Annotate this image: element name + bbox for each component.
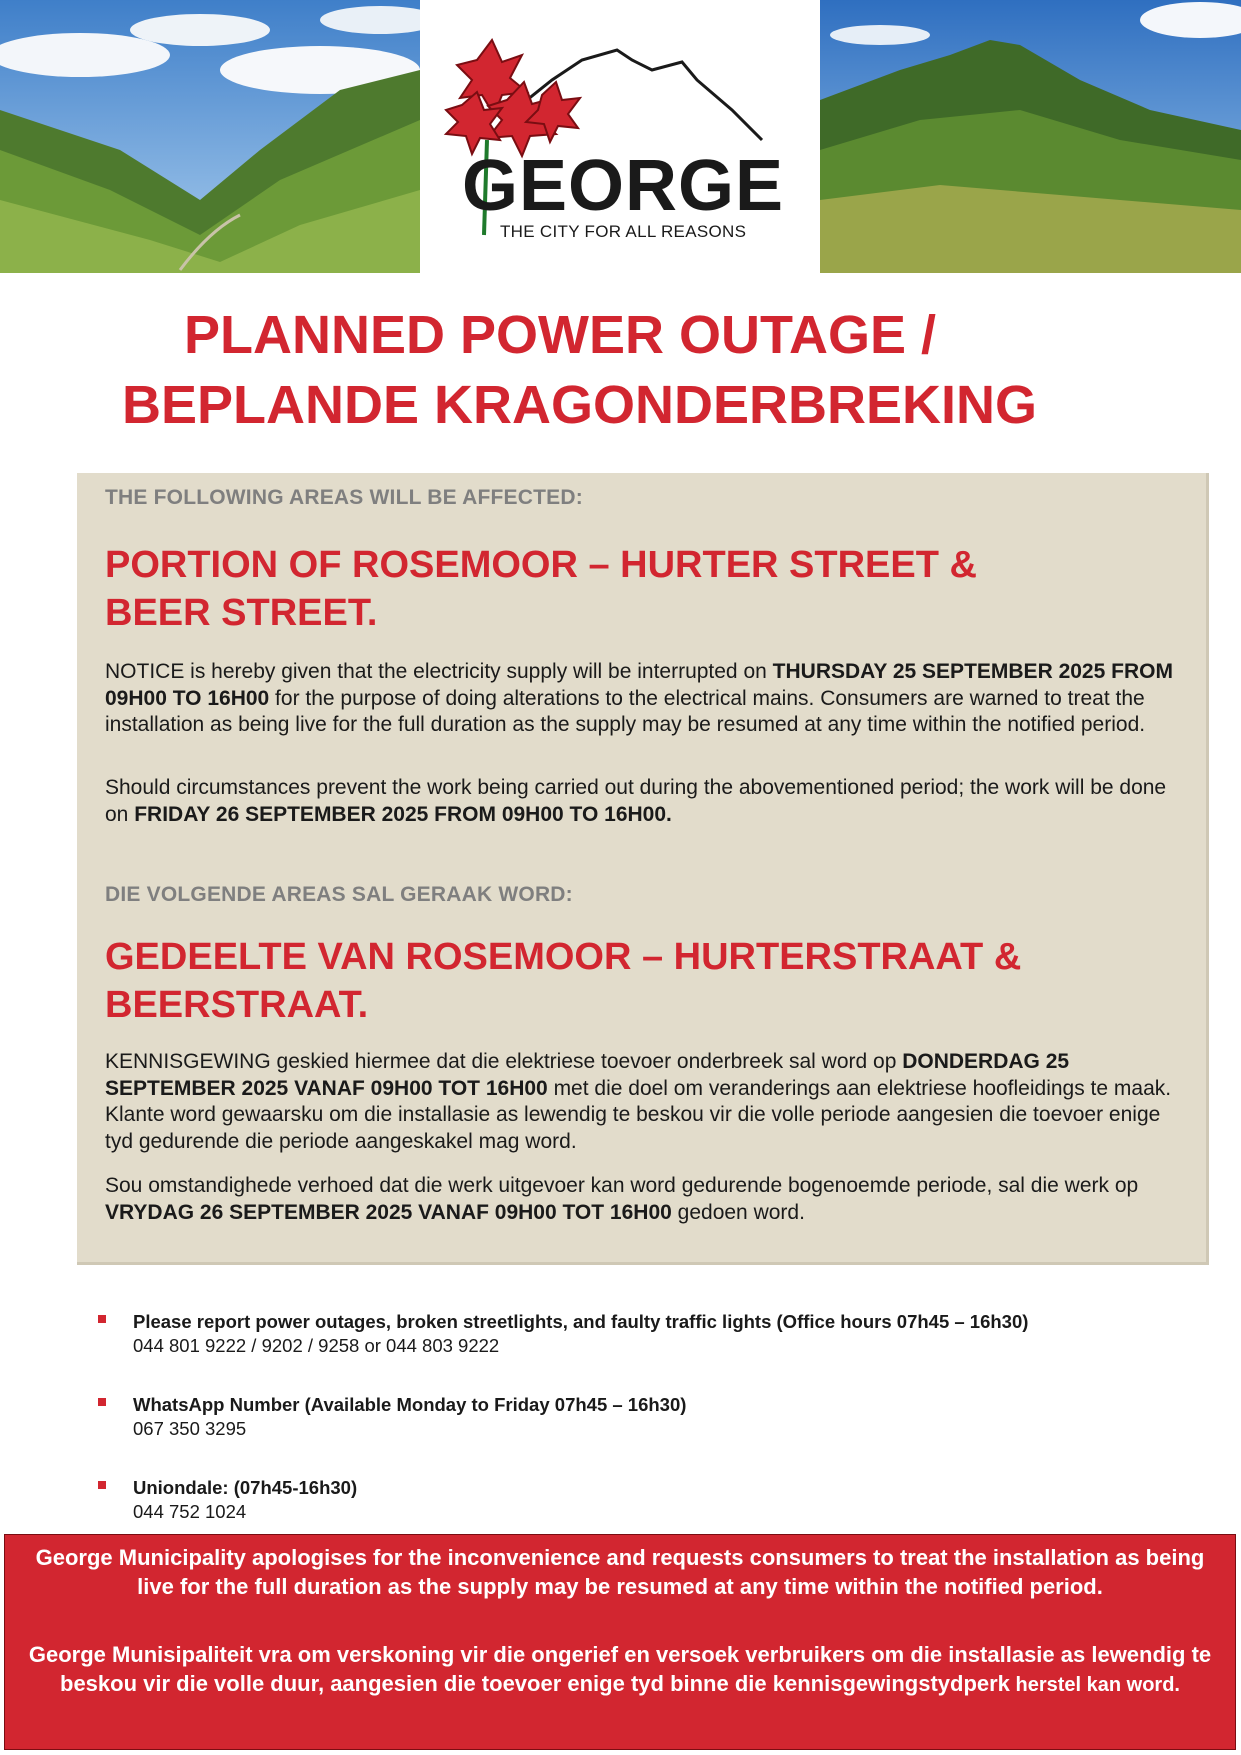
notice-date: THURSDAY 25 SEPTEMBER 2025 FROM 09H00 TO 16H00 [105,660,1173,710]
apology-afrikaans [25,1640,1215,1700]
notice-box [77,473,1209,1265]
contact-item-whatsapp [98,1393,1198,1441]
alt-date-afrikaans: VRYDAG 26 SEPTEMBER 2025 VANAF 09H00 TOT 16H00 [105,1200,672,1224]
contact-number: 044 752 1024 [133,1501,247,1522]
bullet-icon [98,1481,106,1489]
contact-number: 044 801 9222 / 9202 / 9258 or 044 803 9222 [133,1335,500,1356]
notice-text-afrikaans: KENNISGEWING geskied hiermee dat die elektriese toevoer onderbreek sal word op [105,1050,903,1073]
contact-heading: Uniondale: (07h45-16h30) [133,1477,358,1498]
area-line-2-afrikaans: BEERSTRAAT. [105,984,369,1026]
notice-paragraph-english [105,659,1185,739]
bullet-icon [98,1398,106,1406]
alt-date: FRIDAY 26 SEPTEMBER 2025 FROM 09H00 TO 16H00. [134,802,672,826]
contact-item-uniondale [98,1476,1198,1524]
bullet-icon [98,1315,106,1323]
notice-text: NOTICE is hereby given that the electricity supply will be interrupted on [105,660,773,683]
page-title [0,300,1241,440]
flower-icon [446,40,580,156]
contact-item-outages [98,1310,1198,1358]
area-line-1: PORTION OF ROSEMOOR – HURTER STREET & [105,544,977,586]
contact-number: 067 350 3295 [133,1418,247,1439]
mountain-peak-photo [820,0,1241,273]
apology-afrikaans-text: George Munisipaliteit vra om verskoning vir die ongerief en versoek verbruikers om die installasie as lewendig te beskou vir die volle duur, aangesien die toevoer enige tyd binne die kennisgewingstydperk [28,1642,1212,1696]
notice-text-cont-afrikaans: met die doel om veranderings aan elektriese hoofleidings te maak. Klante word gewaarsku om die installasie as lewendig te beskou vir die volle periode aangesien die toevoer enige tyd gedurende die periode aangeskakel mag word. [105,1076,1172,1153]
notice-date-afrikaans: DONDERDAG 25 SEPTEMBER 2025 VANAF 09H00 TOT 16H00 [105,1050,1070,1100]
apology-afrikaans-end: herstel kan word. [1009,1674,1180,1696]
title-line-afrikaans: BEPLANDE KRAGONDERBREKING [122,375,1038,435]
notice-paragraph-afrikaans [105,1049,1185,1155]
alt-text-afrikaans: Sou omstandighede verhoed dat die werk uitgevoer kan word gedurende bogenoemde periode, sal die werk op [105,1174,1139,1197]
alternate-date-paragraph-english [105,775,1185,828]
affected-area-afrikaans [105,933,1165,1029]
contact-heading: Please report power outages, broken streetlights, and faulty traffic lights (Office hours 07h45 – 16h30) [133,1311,1029,1332]
alt-text: Should circumstances prevent the work being carried out during the abovementioned period; the work will be done on [105,776,1167,826]
george-logo [432,0,808,273]
logo-wordmark: GEORGE [462,146,785,226]
mountain-valley-photo [0,0,420,273]
notice-text-cont: for the purpose of doing alterations to the electrical mains. Consumers are warned to treat the installation as being live for the full duration as the supply may be resumed at any time within the notified period. [105,686,1146,736]
contact-heading: WhatsApp Number (Available Monday to Friday 07h45 – 16h30) [133,1394,687,1415]
title-line-english: PLANNED POWER OUTAGE / [184,305,937,365]
alternate-date-paragraph-afrikaans [105,1173,1185,1226]
header-banner [0,0,1241,273]
logo-tagline: THE CITY FOR ALL REASONS [500,222,747,241]
area-line-2: BEER STREET. [105,592,378,634]
affected-areas-label: THE FOLLOWING AREAS WILL BE AFFECTED: [105,486,583,509]
apology-banner [4,1534,1236,1750]
alt-text-cont-afrikaans: gedoen word. [671,1200,805,1224]
area-line-1-afrikaans: GEDEELTE VAN ROSEMOOR – HURTERSTRAAT & [105,936,1022,978]
affected-area-english [105,541,1165,637]
apology-english: George Municipality apologises for the inconvenience and requests consumers to treat the installation as being live for the full duration as the supply may be resumed at any time within the notified period. [35,1545,1205,1599]
affected-areas-label-afrikaans: DIE VOLGENDE AREAS SAL GERAAK WORD: [105,883,573,906]
